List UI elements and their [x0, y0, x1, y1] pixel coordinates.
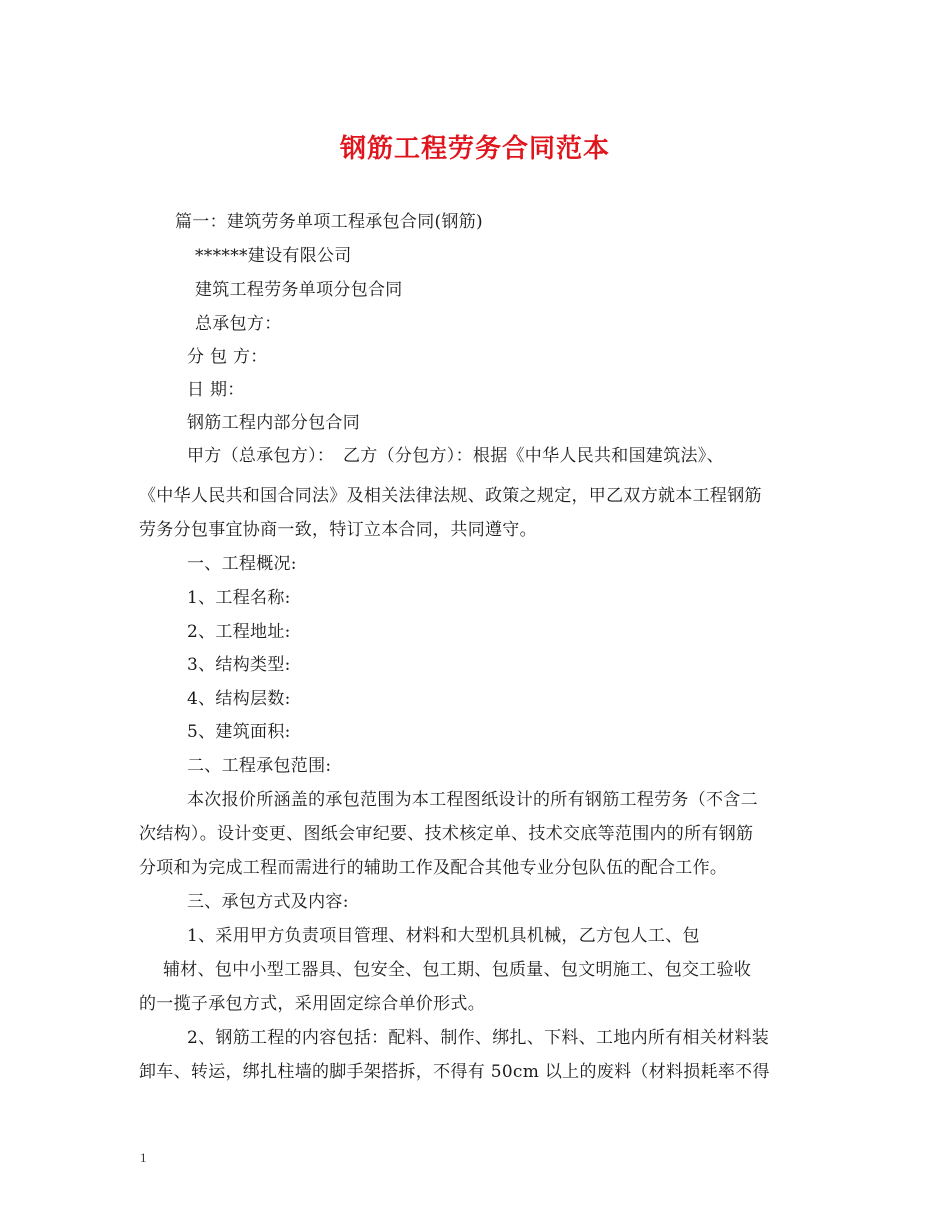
paragraph-line: 劳务分包事宜协商一致，特订立本合同，共同遵守。 [139, 520, 537, 540]
section-heading: 篇一：建筑劳务单项工程承包合同(钢筋) [175, 212, 483, 232]
paragraph-line: 2、钢筋工程的内容包括：配料、制作、绑扎、下料、工地内所有相关材料装 [187, 1028, 770, 1048]
paragraph-line: 的一揽子承包方式，采用固定综合单价形式。 [139, 994, 485, 1014]
company-name: ******建设有限公司 [195, 246, 352, 266]
contract-name: 钢筋工程内部分包合同 [187, 413, 360, 433]
paragraph-line: 次结构）。设计变更、图纸会审纪要、技术核定单、技术交底等范围内的所有钢筋 [139, 824, 754, 844]
paragraph-line: 本次报价所涵盖的承包范围为本工程图纸设计的所有钢筋工程劳务（不含二 [187, 790, 758, 810]
subcontractor-field: 分 包 方： [187, 347, 268, 367]
list-item: 4、结构层数: [187, 689, 291, 709]
list-item: 1、工程名称: [187, 588, 291, 608]
list-item: 5、建筑面积: [187, 722, 291, 742]
list-item: 3、结构类型: [187, 655, 291, 675]
document-title: 钢筋工程劳务合同范本 [339, 134, 610, 164]
contract-subtitle: 建筑工程劳务单项分包合同 [195, 280, 403, 300]
section-heading: 二、工程承包范围: [187, 756, 332, 776]
list-item: 2、工程地址: [187, 622, 291, 642]
section-heading: 一、工程概况: [187, 554, 297, 574]
general-contractor-field: 总承包方： [195, 314, 282, 334]
date-field: 日 期： [187, 380, 245, 400]
paragraph-line: 辅材、包中小型工器具、包安全、包工期、包质量、包文明施工、包交工验收 [163, 960, 752, 980]
paragraph-line: 卸车、转运，绑扎柱墙的脚手架搭拆，不得有 50cm 以上的废料（材料损耗率不得 [139, 1062, 770, 1082]
paragraph-line: 1、采用甲方负责项目管理、材料和大型机具机械，乙方包人工、包 [187, 926, 700, 946]
paragraph-line: 分项和为完成工程而需进行的辅助工作及配合其他专业分包队伍的配合工作。 [139, 858, 728, 878]
section-heading: 三、承包方式及内容: [187, 892, 349, 912]
paragraph-line: 甲方（总承包方）： 乙方（分包方）：根据《中华人民共和国建筑法》、 [187, 446, 724, 466]
page-number: 1 [140, 1150, 147, 1165]
paragraph-line: 《中华人民共和国合同法》及相关法律法规、政策之规定，甲乙双方就本工程钢筋 [139, 486, 762, 506]
